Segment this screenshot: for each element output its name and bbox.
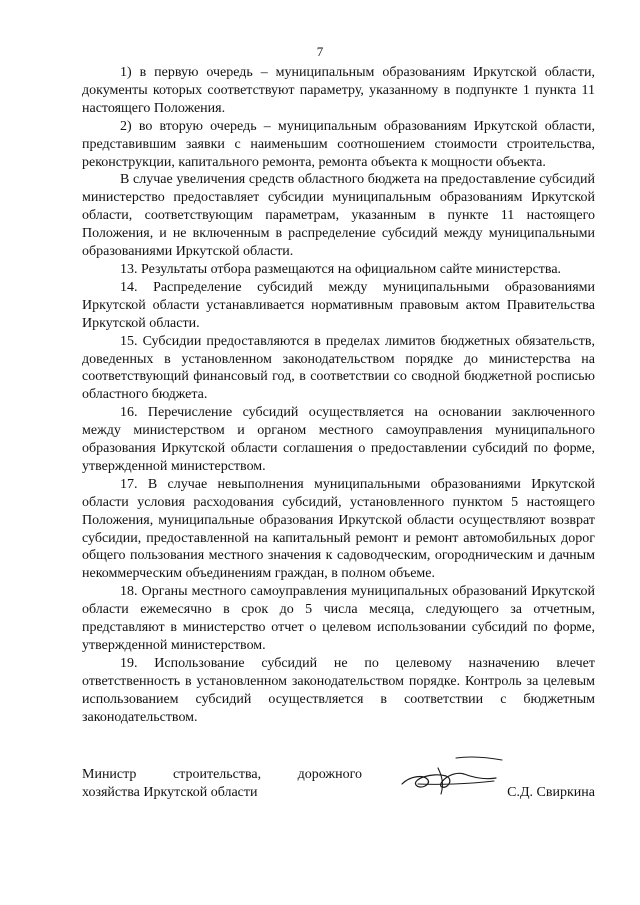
signer-position-line-2: хозяйства Иркутской области <box>82 785 258 800</box>
page-number: 7 <box>316 44 324 59</box>
paragraph-item-2-second-priority: 2) во вторую очередь – муниципальным образованиям Иркутской области, представившим заявки с наименьшим соотношением стоимости строительства, реконструкции, капитального ремонта, ремонта объекта к мощности объекта. <box>82 118 595 170</box>
handwritten-signature-icon <box>398 754 508 800</box>
paragraph-budget-increase: В случае увеличения средств областного бюджета на предоставление субсидий министерство предоставляет субсидии муниципальным образованиям Иркутской области, соответствующим параметрам, указанным в пункте 11 настоящего Положения, и не включенным в распределение субсидий между муниципальными образованиями Иркутской области. <box>82 172 595 260</box>
paragraph-13: 13. Результаты отбора размещаются на официальном сайте министерства. <box>120 261 562 277</box>
paragraph-15: 15. Субсидии предоставляются в пределах лимитов бюджетных обязательств, доведенных в установленном законодательством порядке до министерства на соответствующий финансовый год, в соответствии со сводной бюджетной росписью областного бюджета. <box>82 333 595 403</box>
signer-position <box>82 766 362 802</box>
document-body <box>82 64 595 727</box>
signer-position-line-1: Министр строительства, дорожного <box>82 767 362 782</box>
paragraph-14: 14. Распределение субсидий между муниципальными образованиями Иркутской области устанавливается нормативным правовым актом Правительства Иркутской области. <box>82 279 595 331</box>
paragraph-19: 19. Использование субсидий не по целевому назначению влечет ответственность в установленном законодательством порядке. Контроль за целевым использованием субсидий осуществляется в соответствии с бюджетным законодательством. <box>82 655 595 725</box>
signer-name: С.Д. Свиркина <box>507 785 595 800</box>
paragraph-16: 16. Перечисление субсидий осуществляется на основании заключенного между министерством и органом местного самоуправления муниципального образования Иркутской области соглашения о предоставлении субсидий по форме, утвержденной министерством. <box>82 405 595 474</box>
paragraph-18: 18. Органы местного самоуправления муниципальных образований Иркутской области ежемесячно в срок до 5 числа месяца, следующего за отчетным, представляют в министерство отчет о целевом использовании субсидий по форме, утвержденной министерством. <box>82 584 595 653</box>
paragraph-item-1-first-priority: 1) в первую очередь – муниципальным образованиям Иркутской области, документы которых соответствуют параметру, указанному в подпункте 1 пункта 11 настоящего Положения. <box>82 65 595 116</box>
paragraph-17: 17. В случае невыполнения муниципальными образованиями Иркутской области условия расходования субсидий, установленного пунктом 5 настоящего Положения, муниципальные образования Иркутской области осуществляют возврат субсидии, предоставленной на капитальный ремонт и ремонт автомобильных дорог общего пользования местного значения к садоводческим, огородническим и дачным некоммерческим объединениям граждан, в полном объеме. <box>82 476 595 582</box>
signature-block <box>82 766 595 806</box>
